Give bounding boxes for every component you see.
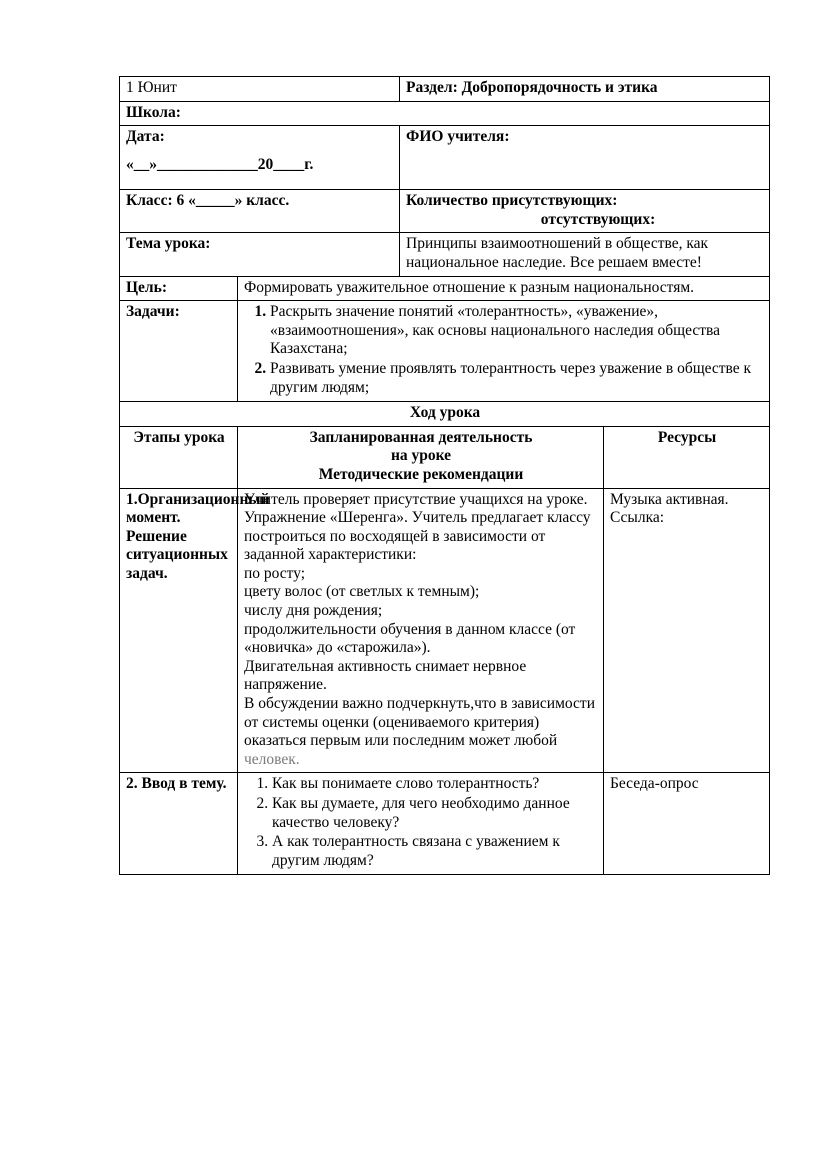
table-row-date xyxy=(120,126,770,190)
date-cell xyxy=(120,126,400,190)
table-row-tasks xyxy=(120,301,770,402)
task-text: Раскрыть значение понятий «толерантность», «уважение», «взаимоотношения», как основы национального наследия общества Казахстана; xyxy=(270,303,720,358)
table-row-topic xyxy=(120,233,770,276)
activity-line: Учитель проверяет присутствие учащихся на уроке. xyxy=(244,490,588,508)
goal-label: Цель: xyxy=(120,276,238,301)
tasks-label: Задачи: xyxy=(120,301,238,402)
list-item xyxy=(270,360,764,397)
table-row-unit xyxy=(120,77,770,102)
activity-line: продолжительности обучения в данном классе (от «новичка» до «старожила»). xyxy=(244,620,576,657)
resources-cell-1 xyxy=(604,488,770,773)
stage-name-1: 1.Организационный момент. Решение ситуационных задач. xyxy=(120,488,238,773)
list-item: 1. Как вы понимаете слово толерантность? xyxy=(272,775,598,794)
section-cell: Раздел: Добропорядочность и этика xyxy=(400,77,770,102)
lesson-plan-document xyxy=(119,76,769,875)
activity-line: Упражнение «Шеренга». Учитель предлагает классу построиться по восходящей в зависимости от заданной характеристики: xyxy=(244,509,591,564)
table-row-stage-1 xyxy=(120,488,770,773)
teacher-name-cell: ФИО учителя: xyxy=(400,126,770,190)
list-item: 2. Как вы думаете, для чего необходимо данное качество человеку? xyxy=(272,795,598,832)
topic-label: Тема урока: xyxy=(120,233,400,276)
tasks-list xyxy=(244,303,764,397)
table-row-goal xyxy=(120,276,770,301)
activity-line-final xyxy=(244,695,598,769)
table-row-class xyxy=(120,190,770,233)
resource-line: Ссылка: xyxy=(610,509,665,527)
activity-line: по росту; xyxy=(244,564,306,582)
date-label: Дата: xyxy=(126,128,165,146)
course-banner: Ход урока xyxy=(120,402,770,427)
questions-list xyxy=(244,775,598,870)
unit-cell: 1 Юнит xyxy=(120,77,400,102)
table-row-school xyxy=(120,101,770,126)
questions-cell xyxy=(238,773,604,875)
tasks-cell xyxy=(238,301,770,402)
activity-cell-1 xyxy=(238,488,604,773)
activity-line: числу дня рождения; xyxy=(244,602,383,620)
lesson-plan-table xyxy=(119,76,770,875)
date-blank-field: «__»_____________20____г. xyxy=(126,155,314,173)
list-item: 3. А как толерантность связана с уважением к другим людям? xyxy=(272,833,598,870)
school-cell: Школа: xyxy=(120,101,770,126)
activity-line: цвету волос (от светлых к темным); xyxy=(244,583,480,601)
column-header-activity xyxy=(238,426,604,488)
column-header-resources: Ресурсы xyxy=(604,426,770,488)
goal-text: Формировать уважительное отношение к разным национальностям. xyxy=(238,276,770,301)
present-label: Количество присутствующих: xyxy=(406,192,618,210)
task-text: Развивать умение проявлять толерантность через уважение в обществе к другим людям; xyxy=(270,359,752,396)
class-cell: Класс: 6 «_____» класс. xyxy=(120,190,400,233)
stage-name-2: 2. Ввод в тему. xyxy=(120,773,238,875)
topic-text: Принципы взаимоотношений в обществе, как национальное наследие. Все решаем вместе! xyxy=(400,233,770,276)
column-header-stage: Этапы урока xyxy=(120,426,238,488)
resources-cell-2: Беседа-опрос xyxy=(604,773,770,875)
column-header-activity-line2: на уроке xyxy=(390,447,452,465)
resource-line: Музыка активная. xyxy=(610,490,729,508)
list-item xyxy=(270,303,764,359)
column-header-activity-line1: Запланированная деятельность xyxy=(309,428,533,446)
table-row-stage-2 xyxy=(120,773,770,875)
attendance-cell xyxy=(400,190,770,233)
activity-faded-word: человек. xyxy=(244,750,300,768)
table-row-course-banner xyxy=(120,402,770,427)
absent-label: отсутствующих: xyxy=(540,210,656,228)
activity-line-final-text: В обсуждении важно подчеркнуть,что в зависимости от системы оценки (оцениваемого критерия) оказаться первым или последним может любой xyxy=(244,695,595,750)
table-row-column-headers xyxy=(120,426,770,488)
activity-line: Двигательная активность снимает нервное напряжение. xyxy=(244,657,527,694)
column-header-activity-line3: Методические рекомендации xyxy=(318,465,524,483)
